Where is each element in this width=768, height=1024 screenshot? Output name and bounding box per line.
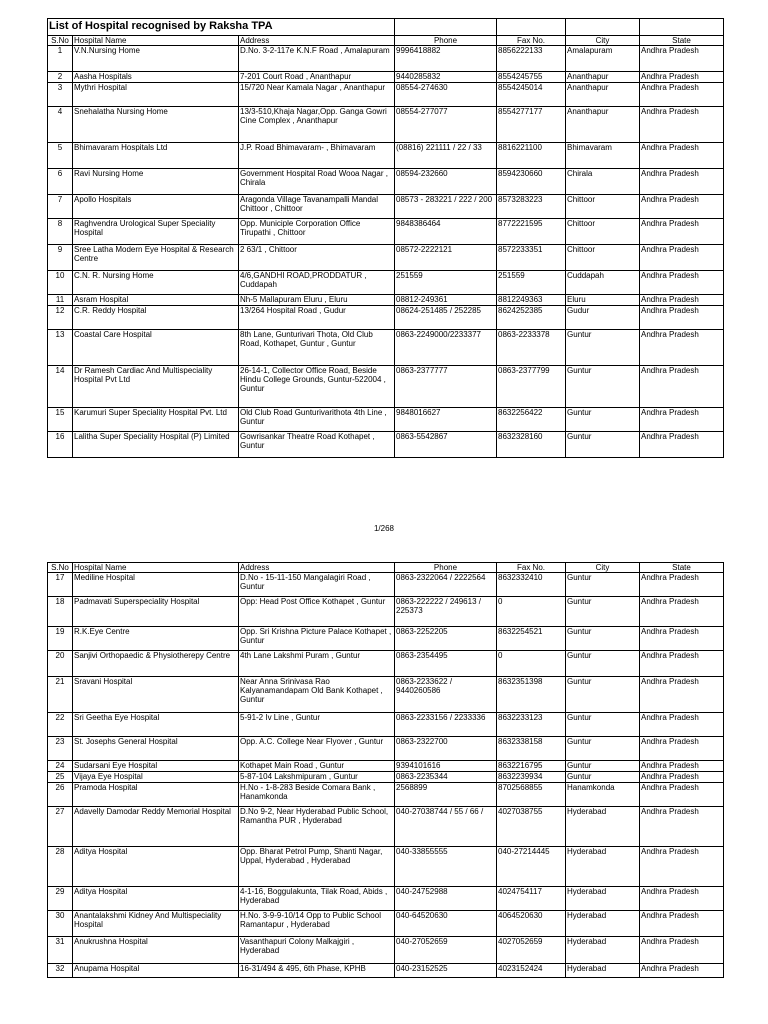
cell-name: Anupama Hospital [73, 964, 239, 978]
cell-fax: 8812249363 [497, 295, 566, 306]
cell-name: Coastal Care Hospital [73, 330, 239, 366]
table-row [48, 783, 724, 807]
cell-name: Aditya Hospital [73, 887, 239, 911]
cell-address: 4-1-16, Boggulakunta, Tilak Road, Abids , Hyderabad [239, 887, 395, 911]
table-row [48, 677, 724, 713]
cell-sno: 15 [48, 408, 73, 432]
cell-sno: 25 [48, 772, 73, 783]
table-row [48, 847, 724, 887]
cell-state: Andhra Pradesh [640, 107, 724, 143]
table-row [48, 887, 724, 911]
col-fax: Fax No. [497, 36, 566, 46]
cell-phone: 040-64520630 [395, 911, 497, 937]
table-body [48, 573, 724, 978]
cell-city: Amalapuram [566, 46, 640, 72]
cell-fax: 4064520630 [497, 911, 566, 937]
cell-name: Adavelly Damodar Reddy Memorial Hospital [73, 807, 239, 847]
cell-phone: 0863-2377777 [395, 366, 497, 408]
cell-state: Andhra Pradesh [640, 627, 724, 651]
cell-address: 26-14-1, Collector Office Road, Beside Hindu College Grounds, Guntur-522004 , Guntur [239, 366, 395, 408]
cell-state: Andhra Pradesh [640, 306, 724, 330]
cell-address: Nh-5 Mallapuram Eluru , Eluru [239, 295, 395, 306]
col-sno: S.No [48, 563, 73, 573]
cell-sno: 16 [48, 432, 73, 458]
cell-name: Sri Geetha Eye Hospital [73, 713, 239, 737]
col-phone: Phone [395, 36, 497, 46]
cell-fax: 251559 [497, 271, 566, 295]
cell-address: Aragonda Village Tavanampalli Mandal Chittoor , Chittoor [239, 195, 395, 219]
cell-city: Hyderabad [566, 847, 640, 887]
cell-address: J.P. Road Bhimavaram- , Bhimavaram [239, 143, 395, 169]
cell-fax: 8632233123 [497, 713, 566, 737]
cell-state: Andhra Pradesh [640, 677, 724, 713]
cell-city: Guntur [566, 772, 640, 783]
cell-phone: 0863-2252205 [395, 627, 497, 651]
cell-sno: 31 [48, 937, 73, 964]
cell-fax: 8594230660 [497, 169, 566, 195]
cell-state: Andhra Pradesh [640, 271, 724, 295]
cell-state: Andhra Pradesh [640, 597, 724, 627]
cell-city: Hanamkonda [566, 783, 640, 807]
cell-state: Andhra Pradesh [640, 245, 724, 271]
cell-name: Mediline Hospital [73, 573, 239, 597]
document-title: List of Hospital recognised by Raksha TPA [48, 19, 395, 36]
table-row [48, 964, 724, 978]
cell-state: Andhra Pradesh [640, 72, 724, 83]
header-row [48, 36, 724, 46]
cell-sno: 5 [48, 143, 73, 169]
cell-address: 4/6,GANDHI ROAD,PRODDATUR , Cuddapah [239, 271, 395, 295]
table-row [48, 911, 724, 937]
cell-name: Ravi Nursing Home [73, 169, 239, 195]
cell-state: Andhra Pradesh [640, 737, 724, 761]
cell-fax: 8632216795 [497, 761, 566, 772]
cell-name: Vijaya Eye Hospital [73, 772, 239, 783]
cell-sno: 20 [48, 651, 73, 677]
cell-sno: 4 [48, 107, 73, 143]
cell-phone: 9996418882 [395, 46, 497, 72]
cell-fax: 8624252385 [497, 306, 566, 330]
table-row [48, 772, 724, 783]
hospital-table-page-1 [47, 18, 724, 458]
cell-name: Sree Latha Modern Eye Hospital & Research Centre [73, 245, 239, 271]
cell-state: Andhra Pradesh [640, 366, 724, 408]
col-hospital-name: Hospital Name [73, 563, 239, 573]
cell-city: Cuddapah [566, 271, 640, 295]
cell-fax: 4024754117 [497, 887, 566, 911]
cell-sno: 28 [48, 847, 73, 887]
cell-phone: 040-33855555 [395, 847, 497, 887]
cell-fax: 0 [497, 651, 566, 677]
cell-fax: 8554245755 [497, 72, 566, 83]
cell-sno: 1 [48, 46, 73, 72]
cell-address: D.No - 15-11-150 Mangalagiri Road , Guntur [239, 573, 395, 597]
cell-name: Sanjivi Orthopaedic & Physiotherepy Centre [73, 651, 239, 677]
cell-state: Andhra Pradesh [640, 432, 724, 458]
col-address: Address [239, 36, 395, 46]
cell-fax: 8816221100 [497, 143, 566, 169]
table-row [48, 219, 724, 245]
cell-state: Andhra Pradesh [640, 46, 724, 72]
cell-fax: 8573283223 [497, 195, 566, 219]
cell-sno: 32 [48, 964, 73, 978]
cell-city: Chittoor [566, 195, 640, 219]
cell-address: Old Club Road Gunturivarithota 4th Line , Guntur [239, 408, 395, 432]
cell-name: Aasha Hospitals [73, 72, 239, 83]
cell-address: Opp. Sri Krishna Picture Palace Kothapet , Guntur [239, 627, 395, 651]
cell-phone: 0863-2322700 [395, 737, 497, 761]
page-number: 1/268 [373, 524, 395, 533]
cell-address: Opp. Municiple Corporation Office Tirupathi , Chittoor [239, 219, 395, 245]
cell-fax: 8632338158 [497, 737, 566, 761]
cell-address: 7-201 Court Road , Ananthapur [239, 72, 395, 83]
cell-name: Sravani Hospital [73, 677, 239, 713]
cell-sno: 23 [48, 737, 73, 761]
cell-sno: 10 [48, 271, 73, 295]
cell-sno: 13 [48, 330, 73, 366]
table-row [48, 72, 724, 83]
cell-name: Anantalakshmi Kidney And Multispeciality Hospital [73, 911, 239, 937]
cell-sno: 29 [48, 887, 73, 911]
cell-address: Opp. Bharat Petrol Pump, Shanti Nagar, Uppal, Hyderabad , Hyderabad [239, 847, 395, 887]
cell-city: Guntur [566, 408, 640, 432]
table-row [48, 432, 724, 458]
cell-sno: 27 [48, 807, 73, 847]
cell-city: Ananthapur [566, 83, 640, 107]
cell-fax: 8772221595 [497, 219, 566, 245]
cell-state: Andhra Pradesh [640, 295, 724, 306]
cell-sno: 26 [48, 783, 73, 807]
cell-state: Andhra Pradesh [640, 330, 724, 366]
cell-sno: 21 [48, 677, 73, 713]
cell-name: Dr Ramesh Cardiac And Multispeciality Hospital Pvt Ltd [73, 366, 239, 408]
cell-name: Pramoda Hospital [73, 783, 239, 807]
cell-phone: 9394101616 [395, 761, 497, 772]
cell-city: Guntur [566, 432, 640, 458]
cell-address: 5-87-104 Lakshmipuram , Guntur [239, 772, 395, 783]
cell-phone: 9440285832 [395, 72, 497, 83]
cell-phone: 08594-232660 [395, 169, 497, 195]
cell-state: Andhra Pradesh [640, 143, 724, 169]
col-state: State [640, 36, 724, 46]
cell-name: Raghvendra Urological Super Speciality Hospital [73, 219, 239, 245]
cell-name: Sudarsani Eye Hospital [73, 761, 239, 772]
cell-city: Ananthapur [566, 107, 640, 143]
table-row [48, 295, 724, 306]
cell-fax: 8856222133 [497, 46, 566, 72]
table-row [48, 366, 724, 408]
table-row [48, 330, 724, 366]
cell-city: Guntur [566, 761, 640, 772]
cell-address: 13/264 Hospital Road , Gudur [239, 306, 395, 330]
cell-fax: 8632239934 [497, 772, 566, 783]
cell-sno: 18 [48, 597, 73, 627]
cell-fax: 8632328160 [497, 432, 566, 458]
cell-city: Ananthapur [566, 72, 640, 83]
table-row [48, 807, 724, 847]
table-row [48, 169, 724, 195]
cell-fax: 0 [497, 597, 566, 627]
table-row [48, 271, 724, 295]
table-row [48, 737, 724, 761]
cell-phone: 040-27052659 [395, 937, 497, 964]
cell-address: H.No - 1-8-283 Beside Comara Bank , Hanamkonda [239, 783, 395, 807]
cell-name: V.N.Nursing Home [73, 46, 239, 72]
cell-state: Andhra Pradesh [640, 887, 724, 911]
cell-address: D.No. 3-2-117e K.N.F Road , Amalapuram [239, 46, 395, 72]
col-state: State [640, 563, 724, 573]
cell-state: Andhra Pradesh [640, 937, 724, 964]
cell-sno: 6 [48, 169, 73, 195]
header-row [48, 563, 724, 573]
cell-sno: 14 [48, 366, 73, 408]
cell-city: Gudur [566, 306, 640, 330]
col-city: City [566, 36, 640, 46]
cell-city: Hyderabad [566, 964, 640, 978]
cell-city: Bhimavaram [566, 143, 640, 169]
cell-phone: 9848016627 [395, 408, 497, 432]
cell-fax: 8554277177 [497, 107, 566, 143]
cell-name: C.N. R. Nursing Home [73, 271, 239, 295]
cell-phone: 0863-2322064 / 2222564 [395, 573, 497, 597]
cell-address: H.No. 3-9-9-10/14 Opp to Public School Ramantapur , Hyderabad [239, 911, 395, 937]
cell-name: R.K.Eye Centre [73, 627, 239, 651]
cell-sno: 7 [48, 195, 73, 219]
col-fax: Fax No. [497, 563, 566, 573]
cell-fax: 040-27214445 [497, 847, 566, 887]
cell-address: 8th Lane, Gunturivari Thota, Old Club Road, Kothapet, Guntur , Guntur [239, 330, 395, 366]
cell-city: Chittoor [566, 219, 640, 245]
cell-city: Hyderabad [566, 807, 640, 847]
cell-phone: 040-24752988 [395, 887, 497, 911]
cell-name: Apollo Hospitals [73, 195, 239, 219]
col-phone: Phone [395, 563, 497, 573]
cell-phone: 0863-2354495 [395, 651, 497, 677]
cell-city: Chittoor [566, 245, 640, 271]
cell-address: Government Hospital Road Wooa Nagar , Chirala [239, 169, 395, 195]
cell-city: Guntur [566, 713, 640, 737]
cell-state: Andhra Pradesh [640, 761, 724, 772]
cell-name: Bhimavaram Hospitals Ltd [73, 143, 239, 169]
cell-address: D.No 9-2, Near Hyderabad Public School, Ramantha PUR , Hyderabad [239, 807, 395, 847]
table-row [48, 713, 724, 737]
cell-sno: 12 [48, 306, 73, 330]
cell-city: Guntur [566, 677, 640, 713]
cell-name: St. Josephs General Hospital [73, 737, 239, 761]
cell-phone: 08573 - 283221 / 222 / 200 [395, 195, 497, 219]
cell-city: Guntur [566, 366, 640, 408]
col-city: City [566, 563, 640, 573]
cell-sno: 24 [48, 761, 73, 772]
cell-phone: 08554-277077 [395, 107, 497, 143]
cell-fax: 4027052659 [497, 937, 566, 964]
hospital-table-page-2 [47, 562, 724, 978]
cell-phone: 0863-2249000/2233377 [395, 330, 497, 366]
cell-address: 2 63/1 , Chittoor [239, 245, 395, 271]
cell-address: Near Anna Srinivasa Rao Kalyanamandapam Old Bank Kothapet , Guntur [239, 677, 395, 713]
cell-fax: 8632256422 [497, 408, 566, 432]
cell-city: Chirala [566, 169, 640, 195]
cell-address: 15/720 Near Kamala Nagar , Ananthapur [239, 83, 395, 107]
cell-address: 16-31/494 & 495, 6th Phase, KPHB [239, 964, 395, 978]
table-row [48, 597, 724, 627]
cell-sno: 2 [48, 72, 73, 83]
cell-name: Karumuri Super Speciality Hospital Pvt. Ltd [73, 408, 239, 432]
cell-city: Guntur [566, 330, 640, 366]
table-row [48, 306, 724, 330]
cell-phone: 0863-2235344 [395, 772, 497, 783]
cell-phone: 251559 [395, 271, 497, 295]
cell-phone: 08572-2222121 [395, 245, 497, 271]
cell-sno: 30 [48, 911, 73, 937]
cell-name: Lalitha Super Speciality Hospital (P) Limited [73, 432, 239, 458]
cell-phone: 08624-251485 / 252285 [395, 306, 497, 330]
cell-city: Hyderabad [566, 937, 640, 964]
table-row [48, 408, 724, 432]
cell-fax: 8702568855 [497, 783, 566, 807]
cell-fax: 8572233351 [497, 245, 566, 271]
cell-city: Guntur [566, 573, 640, 597]
cell-sno: 11 [48, 295, 73, 306]
cell-fax: 8632332410 [497, 573, 566, 597]
table-row [48, 195, 724, 219]
col-address: Address [239, 563, 395, 573]
cell-phone: 0863-222222 / 249613 / 225373 [395, 597, 497, 627]
cell-state: Andhra Pradesh [640, 783, 724, 807]
cell-city: Hyderabad [566, 887, 640, 911]
cell-name: C.R. Reddy Hospital [73, 306, 239, 330]
table-row [48, 761, 724, 772]
cell-address: Opp. A.C. College Near Flyover , Guntur [239, 737, 395, 761]
cell-fax: 4023152424 [497, 964, 566, 978]
cell-name: Asram Hospital [73, 295, 239, 306]
cell-phone: 2568899 [395, 783, 497, 807]
cell-address: Opp: Head Post Office Kothapet , Guntur [239, 597, 395, 627]
cell-address: Vasanthapuri Colony Malkajgiri , Hyderabad [239, 937, 395, 964]
cell-address: Gowrisankar Theatre Road Kothapet , Guntur [239, 432, 395, 458]
cell-address: 13/3-510,Khaja Nagar,Opp. Ganga Gowri Cine Complex , Ananthapur [239, 107, 395, 143]
cell-name: Anukrushna Hospital [73, 937, 239, 964]
cell-sno: 22 [48, 713, 73, 737]
cell-name: Padmavati Superspeciality Hospital [73, 597, 239, 627]
cell-sno: 19 [48, 627, 73, 651]
cell-sno: 17 [48, 573, 73, 597]
cell-state: Andhra Pradesh [640, 195, 724, 219]
table-row [48, 107, 724, 143]
cell-name: Snehalatha Nursing Home [73, 107, 239, 143]
cell-state: Andhra Pradesh [640, 219, 724, 245]
cell-sno: 9 [48, 245, 73, 271]
cell-state: Andhra Pradesh [640, 807, 724, 847]
cell-phone: 08554-274630 [395, 83, 497, 107]
cell-phone: 040-27038744 / 55 / 66 / [395, 807, 497, 847]
cell-sno: 8 [48, 219, 73, 245]
cell-state: Andhra Pradesh [640, 772, 724, 783]
cell-fax: 4027038755 [497, 807, 566, 847]
table-row [48, 143, 724, 169]
cell-name: Aditya Hospital [73, 847, 239, 887]
cell-fax: 8632254521 [497, 627, 566, 651]
cell-fax: 8554245014 [497, 83, 566, 107]
cell-phone: 08812-249361 [395, 295, 497, 306]
cell-phone: 0863-5542867 [395, 432, 497, 458]
cell-sno: 3 [48, 83, 73, 107]
cell-state: Andhra Pradesh [640, 713, 724, 737]
col-hospital-name: Hospital Name [73, 36, 239, 46]
table-row [48, 83, 724, 107]
cell-phone: 040-23152525 [395, 964, 497, 978]
cell-phone: 0863-2233156 / 2233336 [395, 713, 497, 737]
cell-city: Eluru [566, 295, 640, 306]
cell-phone: 9848386464 [395, 219, 497, 245]
cell-address: Kothapet Main Road , Guntur [239, 761, 395, 772]
cell-city: Hyderabad [566, 911, 640, 937]
cell-fax: 0863-2377799 [497, 366, 566, 408]
table-body [48, 46, 724, 458]
cell-phone: (08816) 221111 / 22 / 33 [395, 143, 497, 169]
table-row [48, 245, 724, 271]
table-row [48, 46, 724, 72]
table-row [48, 573, 724, 597]
cell-state: Andhra Pradesh [640, 911, 724, 937]
cell-name: Mythri Hospital [73, 83, 239, 107]
table-row [48, 937, 724, 964]
cell-address: 4th Lane Lakshmi Puram , Guntur [239, 651, 395, 677]
col-sno: S.No [48, 36, 73, 46]
cell-fax: 8632351398 [497, 677, 566, 713]
cell-city: Guntur [566, 597, 640, 627]
cell-state: Andhra Pradesh [640, 83, 724, 107]
cell-city: Guntur [566, 737, 640, 761]
cell-state: Andhra Pradesh [640, 408, 724, 432]
table-row [48, 627, 724, 651]
table-row [48, 651, 724, 677]
cell-city: Guntur [566, 651, 640, 677]
cell-state: Andhra Pradesh [640, 964, 724, 978]
cell-phone: 0863-2233622 / 9440260586 [395, 677, 497, 713]
cell-address: 5-91-2 Iv Line , Guntur [239, 713, 395, 737]
cell-state: Andhra Pradesh [640, 651, 724, 677]
cell-fax: 0863-2233378 [497, 330, 566, 366]
cell-city: Guntur [566, 627, 640, 651]
cell-state: Andhra Pradesh [640, 169, 724, 195]
cell-state: Andhra Pradesh [640, 573, 724, 597]
cell-state: Andhra Pradesh [640, 847, 724, 887]
